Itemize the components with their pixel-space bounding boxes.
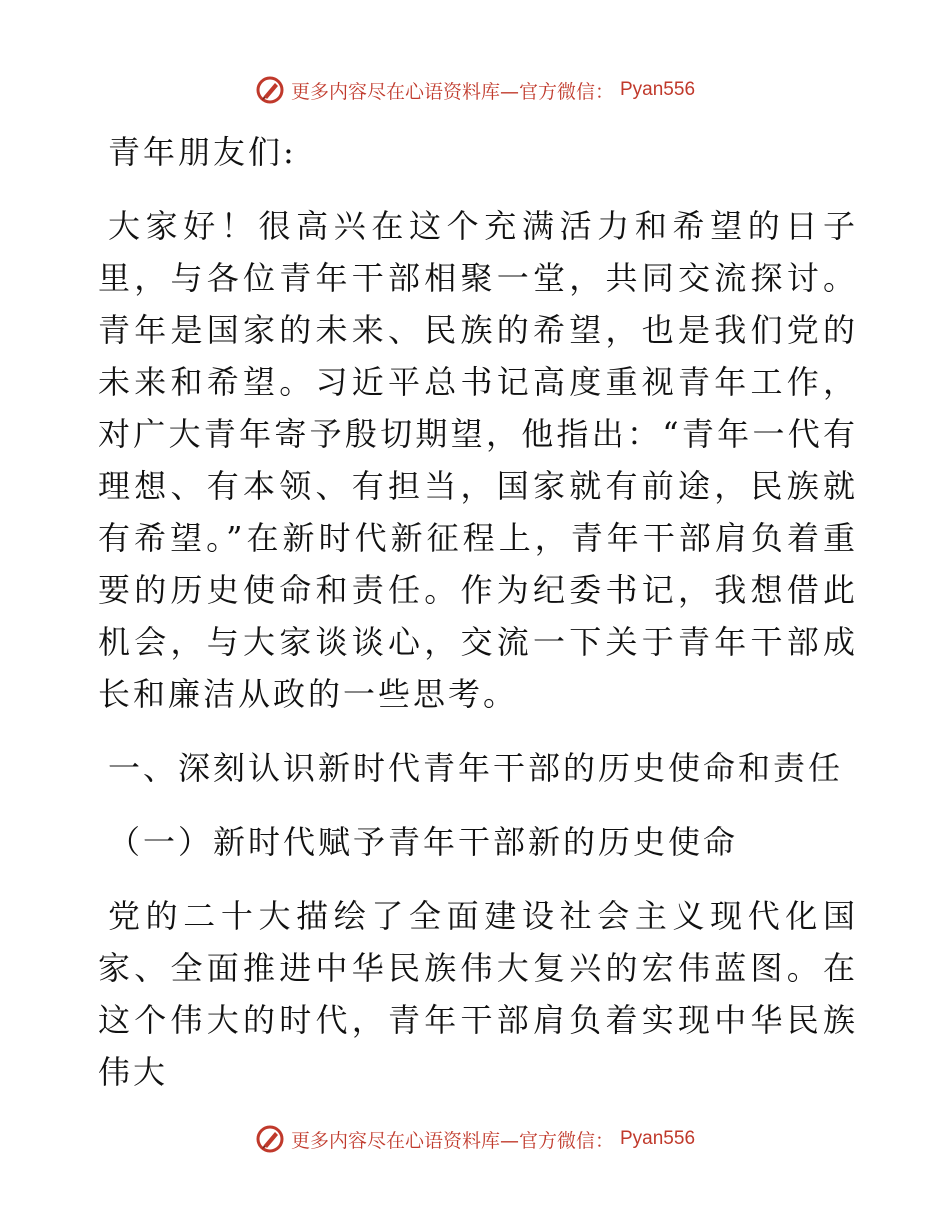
watermark-wechat-id: Pyan556 [620, 79, 696, 100]
section-heading: 一、深刻认识新时代青年干部的历史使命和责任 [108, 749, 844, 787]
paragraph-intro: 大家好！很高兴在这个充满活力和希望的日子里，与各位青年干部相聚一堂，共同交流探讨。青年是国家的未来、民族的希望，也是我们党的未来和希望。习近平总书记高度重视青年工作，对广大青年寄予殷切期望，他指出：“青年一代有理想、有本领、有担当，国家就有前途，民族就有希望。”在新时代新征程上，青年干部肩负着重要的历史使命和责任。作为纪委书记，我想借此机会，与大家谈谈心，交流一下关于青年干部成长和廉洁从政的一些思考。 [98, 207, 858, 713]
watermark [255, 1124, 695, 1154]
document-body [98, 126, 858, 1098]
watermark [255, 75, 695, 105]
pen-logo-icon [255, 75, 285, 105]
watermark-text: 更多内容尽在心语资料库—官方微信： [290, 80, 614, 103]
watermark-text: 更多内容尽在心语资料库—官方微信： [290, 1129, 614, 1152]
pen-logo-icon [255, 1124, 285, 1154]
salutation: 青年朋友们: [108, 133, 297, 171]
header-watermark [0, 70, 950, 110]
watermark-wechat-id: Pyan556 [620, 1128, 696, 1149]
subsection-heading: （一）新时代赋予青年干部新的历史使命 [108, 823, 739, 861]
paragraph-body: 党的二十大描绘了全面建设社会主义现代化国家、全面推进中华民族伟大复兴的宏伟蓝图。在这个伟大的时代，青年干部肩负着实现中华民族伟大 [98, 897, 858, 1091]
footer-watermark [0, 1119, 950, 1159]
